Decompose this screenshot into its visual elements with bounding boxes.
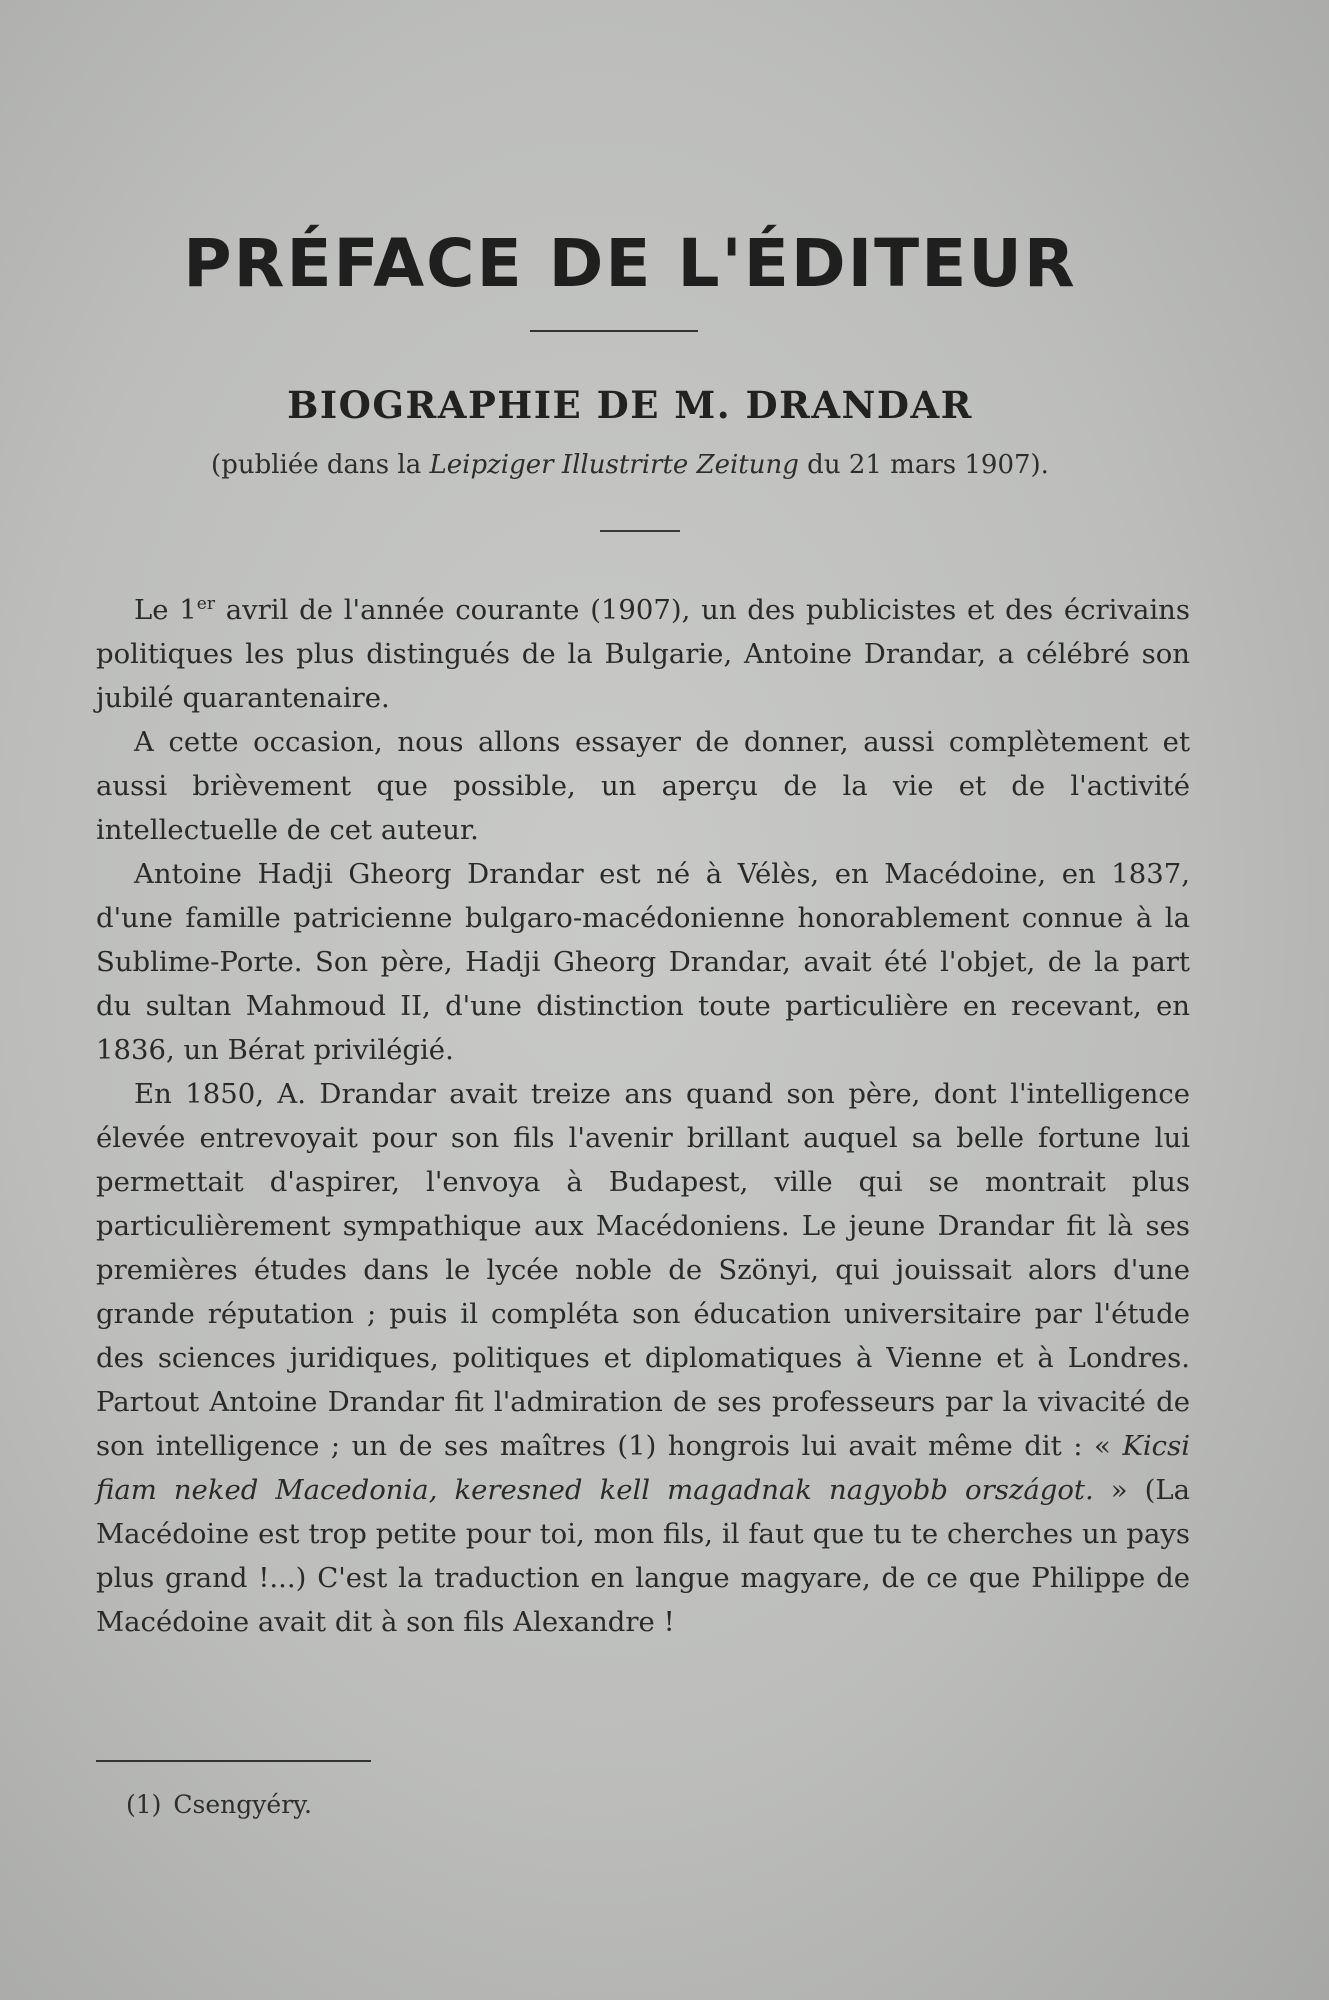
source-note xyxy=(0,450,1260,480)
footnote-divider xyxy=(96,1760,371,1762)
footnote xyxy=(126,1790,312,1819)
ordinal-superscript: er xyxy=(196,594,215,614)
hungarian-quote: Kicsi fiam neked Macedonia, keresned kell magadnak nagyobb országot. xyxy=(96,1430,1190,1506)
paragraph-3: Antoine Hadji Gheorg Drandar est né à Vélès, en Macédoine, en 1837, d'une famille patricienne bulgaro-macédonienne honorablement connue à la Sublime-Porte. Son père, Hadji Gheorg Drandar, avait été l'objet, de la part du sultan Mahmoud II, d'une distinction toute particulière en recevant, en 1836, un Bérat privilégié. xyxy=(96,858,1190,1066)
paragraph-4 xyxy=(96,1072,1190,1644)
footnote-text: Csengyéry. xyxy=(173,1790,312,1819)
title-divider xyxy=(530,330,698,332)
footnote-number: (1) xyxy=(126,1790,162,1819)
paragraph-1-rest: avril de l'année courante (1907), un des publicistes et des écrivains politiques les plus distingués de la Bulgarie, Antoine Drandar, a célébré son jubilé quarantenaire. xyxy=(96,594,1190,714)
source-journal: Leipziger Illustrirte Zeitung xyxy=(429,450,799,480)
paragraph-4-start: En 1850, A. Drandar avait treize ans quand son père, dont l'intelligence élevée entrevoyait pour son fils l'avenir brillant auquel sa belle fortune lui permettait d'aspirer, l'envoya à Budapest, ville qui se montrait plus particulièrement sympathique aux Macédoniens. Le jeune Drandar fit là ses premières études dans le lycée noble de Szönyi, qui jouissait alors d'une grande réputation ; puis il compléta son éducation universitaire par l'étude des sciences juridiques, politiques et diplomatiques à Vienne et à Londres. Partout Antoine Drandar fit l'admiration de ses professeurs par la vivacité de son intelligence ; un de ses maîtres (1) hongrois lui avait même dit : « xyxy=(96,1078,1190,1462)
paragraph-2: A cette occasion, nous allons essayer de donner, aussi complètement et aussi brièvement que possible, un aperçu de la vie et de l'activité intellectuelle de cet auteur. xyxy=(96,726,1190,846)
paragraph-4-rest: » (La Macédoine est trop petite pour toi, mon fils, il faut que tu te cherches un pays plus grand !...) C'est la traduction en langue magyare, de ce que Philippe de Macédoine avait dit à son fils Alexandre ! xyxy=(96,1474,1190,1638)
source-suffix: du 21 mars 1907). xyxy=(798,450,1049,480)
section-heading: BIOGRAPHIE DE M. DRANDAR xyxy=(287,383,973,427)
section-divider xyxy=(600,530,680,532)
page-title: PRÉFACE DE L'ÉDITEUR xyxy=(183,225,1077,302)
body-text xyxy=(96,588,1190,1644)
paragraph-1-start: Le 1 xyxy=(134,594,197,626)
paragraph-1 xyxy=(96,588,1190,720)
source-prefix: (publiée dans la xyxy=(211,450,430,480)
